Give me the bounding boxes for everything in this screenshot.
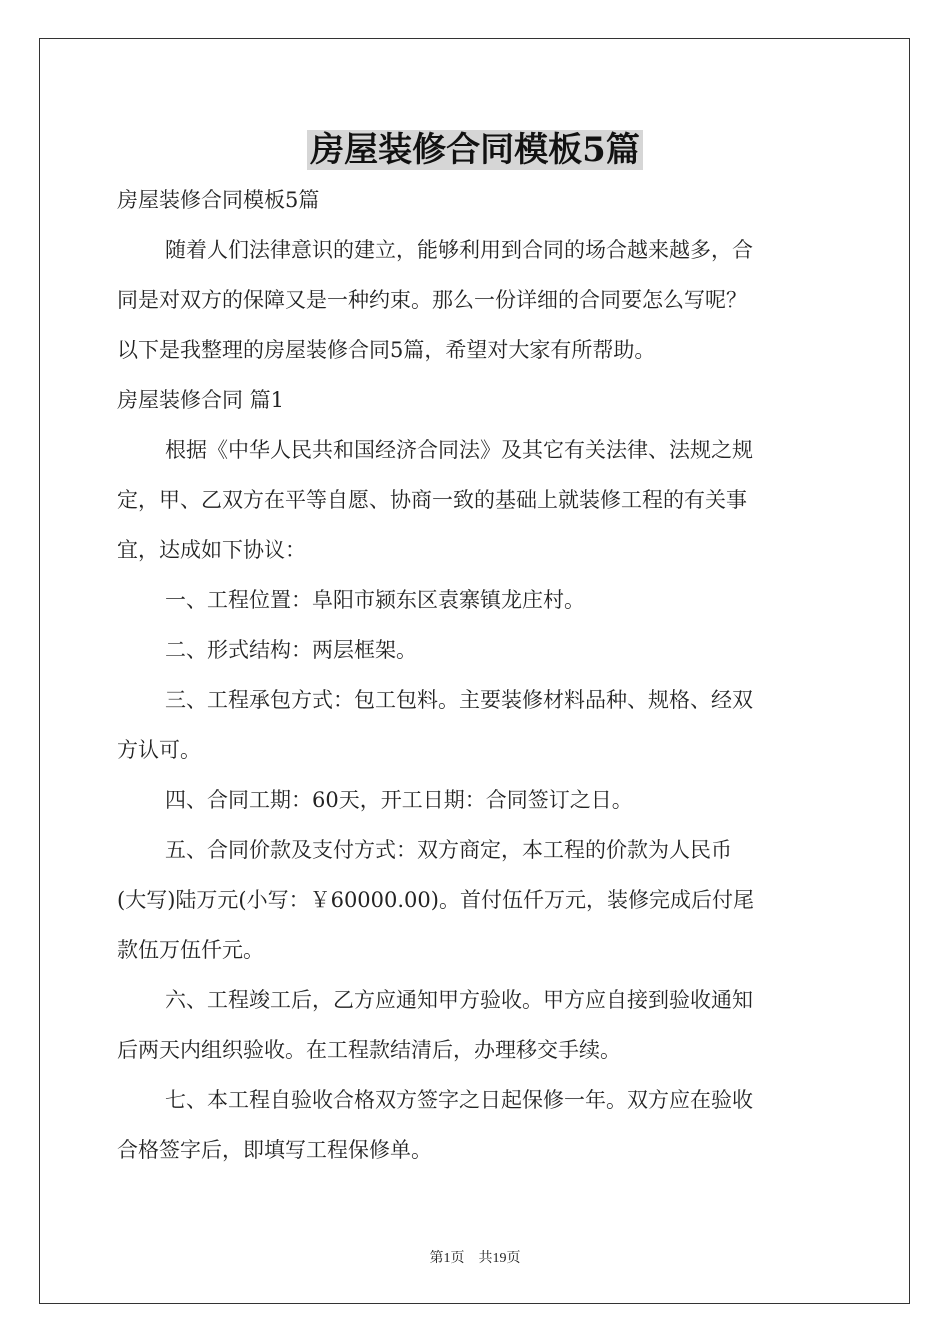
clause-line: 四、合同工期：60天，开工日期：合同签订之日。 <box>165 788 633 812</box>
clause-line: 三、工程承包方式：包工包料。主要装修材料品种、规格、经双 <box>165 688 753 712</box>
paragraph-line: 以下是我整理的房屋装修合同5篇，希望对大家有所帮助。 <box>117 338 656 362</box>
clause-line: 七、本工程自验收合格双方签字之日起保修一年。双方应在验收 <box>165 1088 753 1112</box>
clause-line: 方认可。 <box>117 738 201 762</box>
clause-line: 二、形式结构：两层框架。 <box>165 638 417 662</box>
clause-line: 后两天内组织验收。在工程款结清后，办理移交手续。 <box>117 1038 621 1062</box>
page-footer <box>0 1247 950 1267</box>
page-total: 共19页 <box>478 1251 521 1266</box>
document-subtitle: 房屋装修合同模板5篇 <box>117 188 320 212</box>
document-title: 房屋装修合同模板5篇 <box>0 128 950 172</box>
clause-line: 款伍万伍仟元。 <box>117 938 264 962</box>
paragraph-line: 宜，达成如下协议： <box>117 538 306 562</box>
paragraph-line: 定，甲、乙双方在平等自愿、协商一致的基础上就装修工程的有关事 <box>117 488 747 512</box>
clause-line: (大写)陆万元(小写：￥60000.00)。首付伍仟万元，装修完成后付尾 <box>117 888 754 912</box>
page-number: 第1页 <box>429 1251 465 1266</box>
clause-line: 六、工程竣工后，乙方应通知甲方验收。甲方应自接到验收通知 <box>165 988 753 1012</box>
page-border <box>39 38 910 1304</box>
section-heading: 房屋装修合同 篇1 <box>117 388 285 412</box>
clause-line: 一、工程位置：阜阳市颍东区袁寨镇龙庄村。 <box>165 588 585 612</box>
clause-line: 五、合同价款及支付方式：双方商定，本工程的价款为人民币 <box>165 838 732 862</box>
paragraph-line: 同是对双方的保障又是一种约束。那么一份详细的合同要怎么写呢？ <box>117 288 747 312</box>
paragraph-line: 随着人们法律意识的建立，能够利用到合同的场合越来越多，合 <box>165 238 753 262</box>
clause-line: 合格签字后，即填写工程保修单。 <box>117 1138 432 1162</box>
paragraph-line: 根据《中华人民共和国经济合同法》及其它有关法律、法规之规 <box>165 438 753 462</box>
